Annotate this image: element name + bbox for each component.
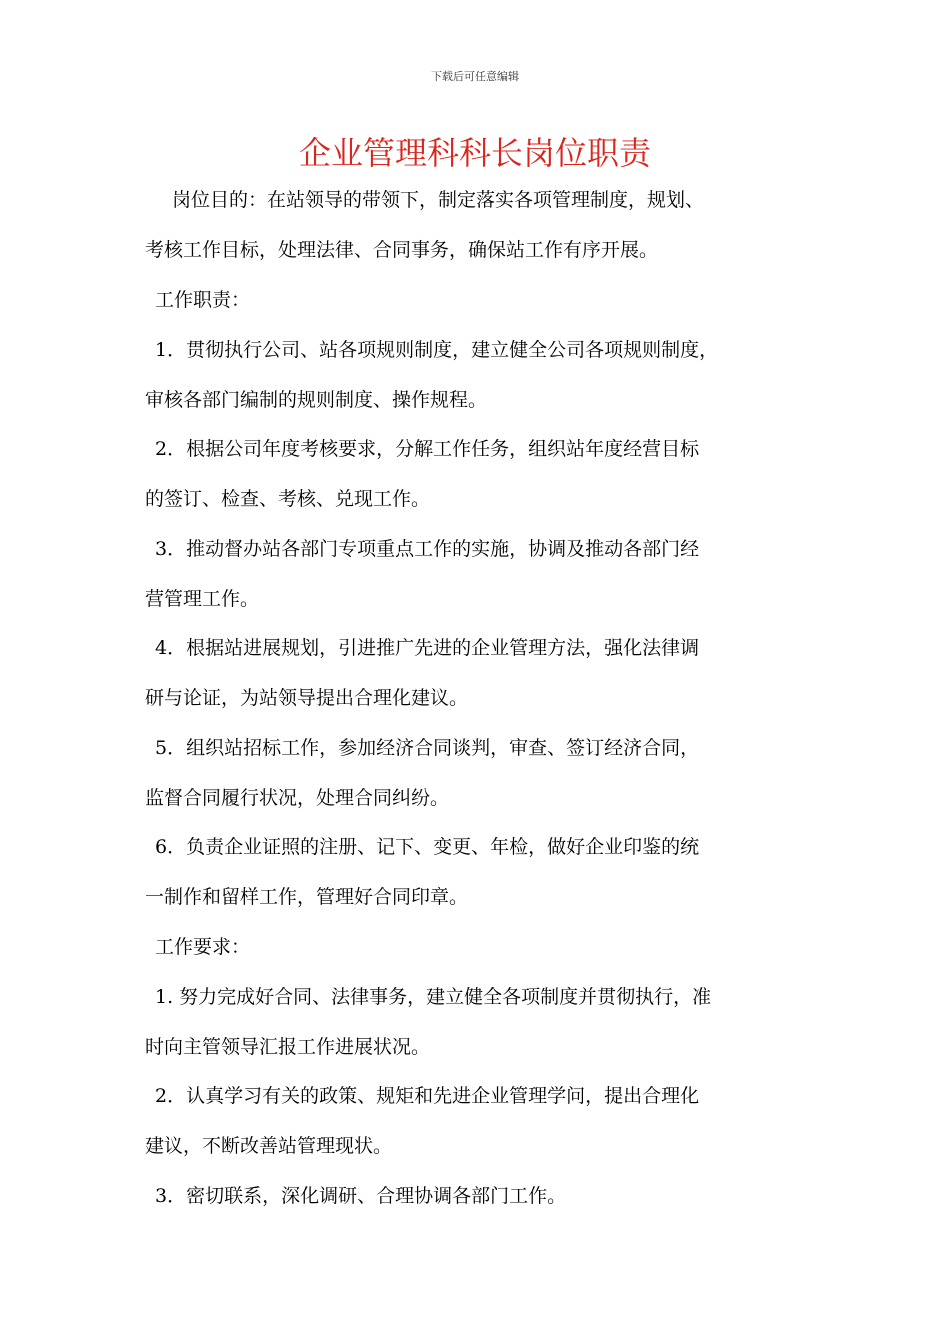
purpose-line-2: 考核工作目标，处理法律、合同事务，确保站工作有序开展。 — [145, 239, 659, 261]
duty-3-line-2: 营管理工作。 — [145, 588, 260, 610]
requirement-2-line-2: 建议，不断改善站管理现状。 — [145, 1135, 393, 1157]
duty-6-line-1: 6．负责企业证照的注册、记下、变更、年检，做好企业印鉴的统 — [155, 836, 700, 858]
requirement-3-line-1: 3．密切联系，深化调研、合理协调各部门工作。 — [155, 1185, 567, 1207]
duty-1-line-1: 1．贯彻执行公司、站各项规则制度，建立健全公司各项规则制度， — [155, 339, 719, 361]
document-title: 企业管理科科长岗位职责 — [298, 134, 651, 172]
header-note: 下载后可任意编辑 — [431, 70, 519, 83]
section-heading-requirements: 工作要求： — [155, 936, 251, 958]
requirement-1-line-2: 时向主管领导汇报工作进展状况。 — [145, 1036, 431, 1058]
duty-6-line-2: 一制作和留样工作，管理好合同印章。 — [145, 886, 469, 908]
requirement-2-line-1: 2．认真学习有关的政策、规矩和先进企业管理学问，提出合理化 — [155, 1085, 700, 1107]
section-heading-duties: 工作职责： — [155, 289, 251, 311]
duty-4-line-2: 研与论证，为站领导提出合理化建议。 — [145, 687, 469, 709]
duty-2-line-1: 2．根据公司年度考核要求，分解工作任务，组织站年度经营目标 — [155, 438, 700, 460]
purpose-line-1: 岗位目的：在站领导的带领下，制定落实各项管理制度，规划、 — [172, 189, 705, 211]
duty-5-line-1: 5．组织站招标工作，参加经济合同谈判，审查、签订经济合同， — [155, 737, 700, 759]
duty-2-line-2: 的签订、检查、考核、兑现工作。 — [145, 488, 431, 510]
requirement-1-line-1: 1. 努力完成好合同、法律事务，建立健全各项制度并贯彻执行，准 — [155, 986, 712, 1008]
duty-1-line-2: 审核各部门编制的规则制度、操作规程。 — [145, 389, 488, 411]
duty-5-line-2: 监督合同履行状况，处理合同纠纷。 — [145, 787, 450, 809]
duty-3-line-1: 3．推动督办站各部门专项重点工作的实施，协调及推动各部门经 — [155, 538, 700, 560]
duty-4-line-1: 4．根据站进展规划，引进推广先进的企业管理方法，强化法律调 — [155, 637, 700, 659]
